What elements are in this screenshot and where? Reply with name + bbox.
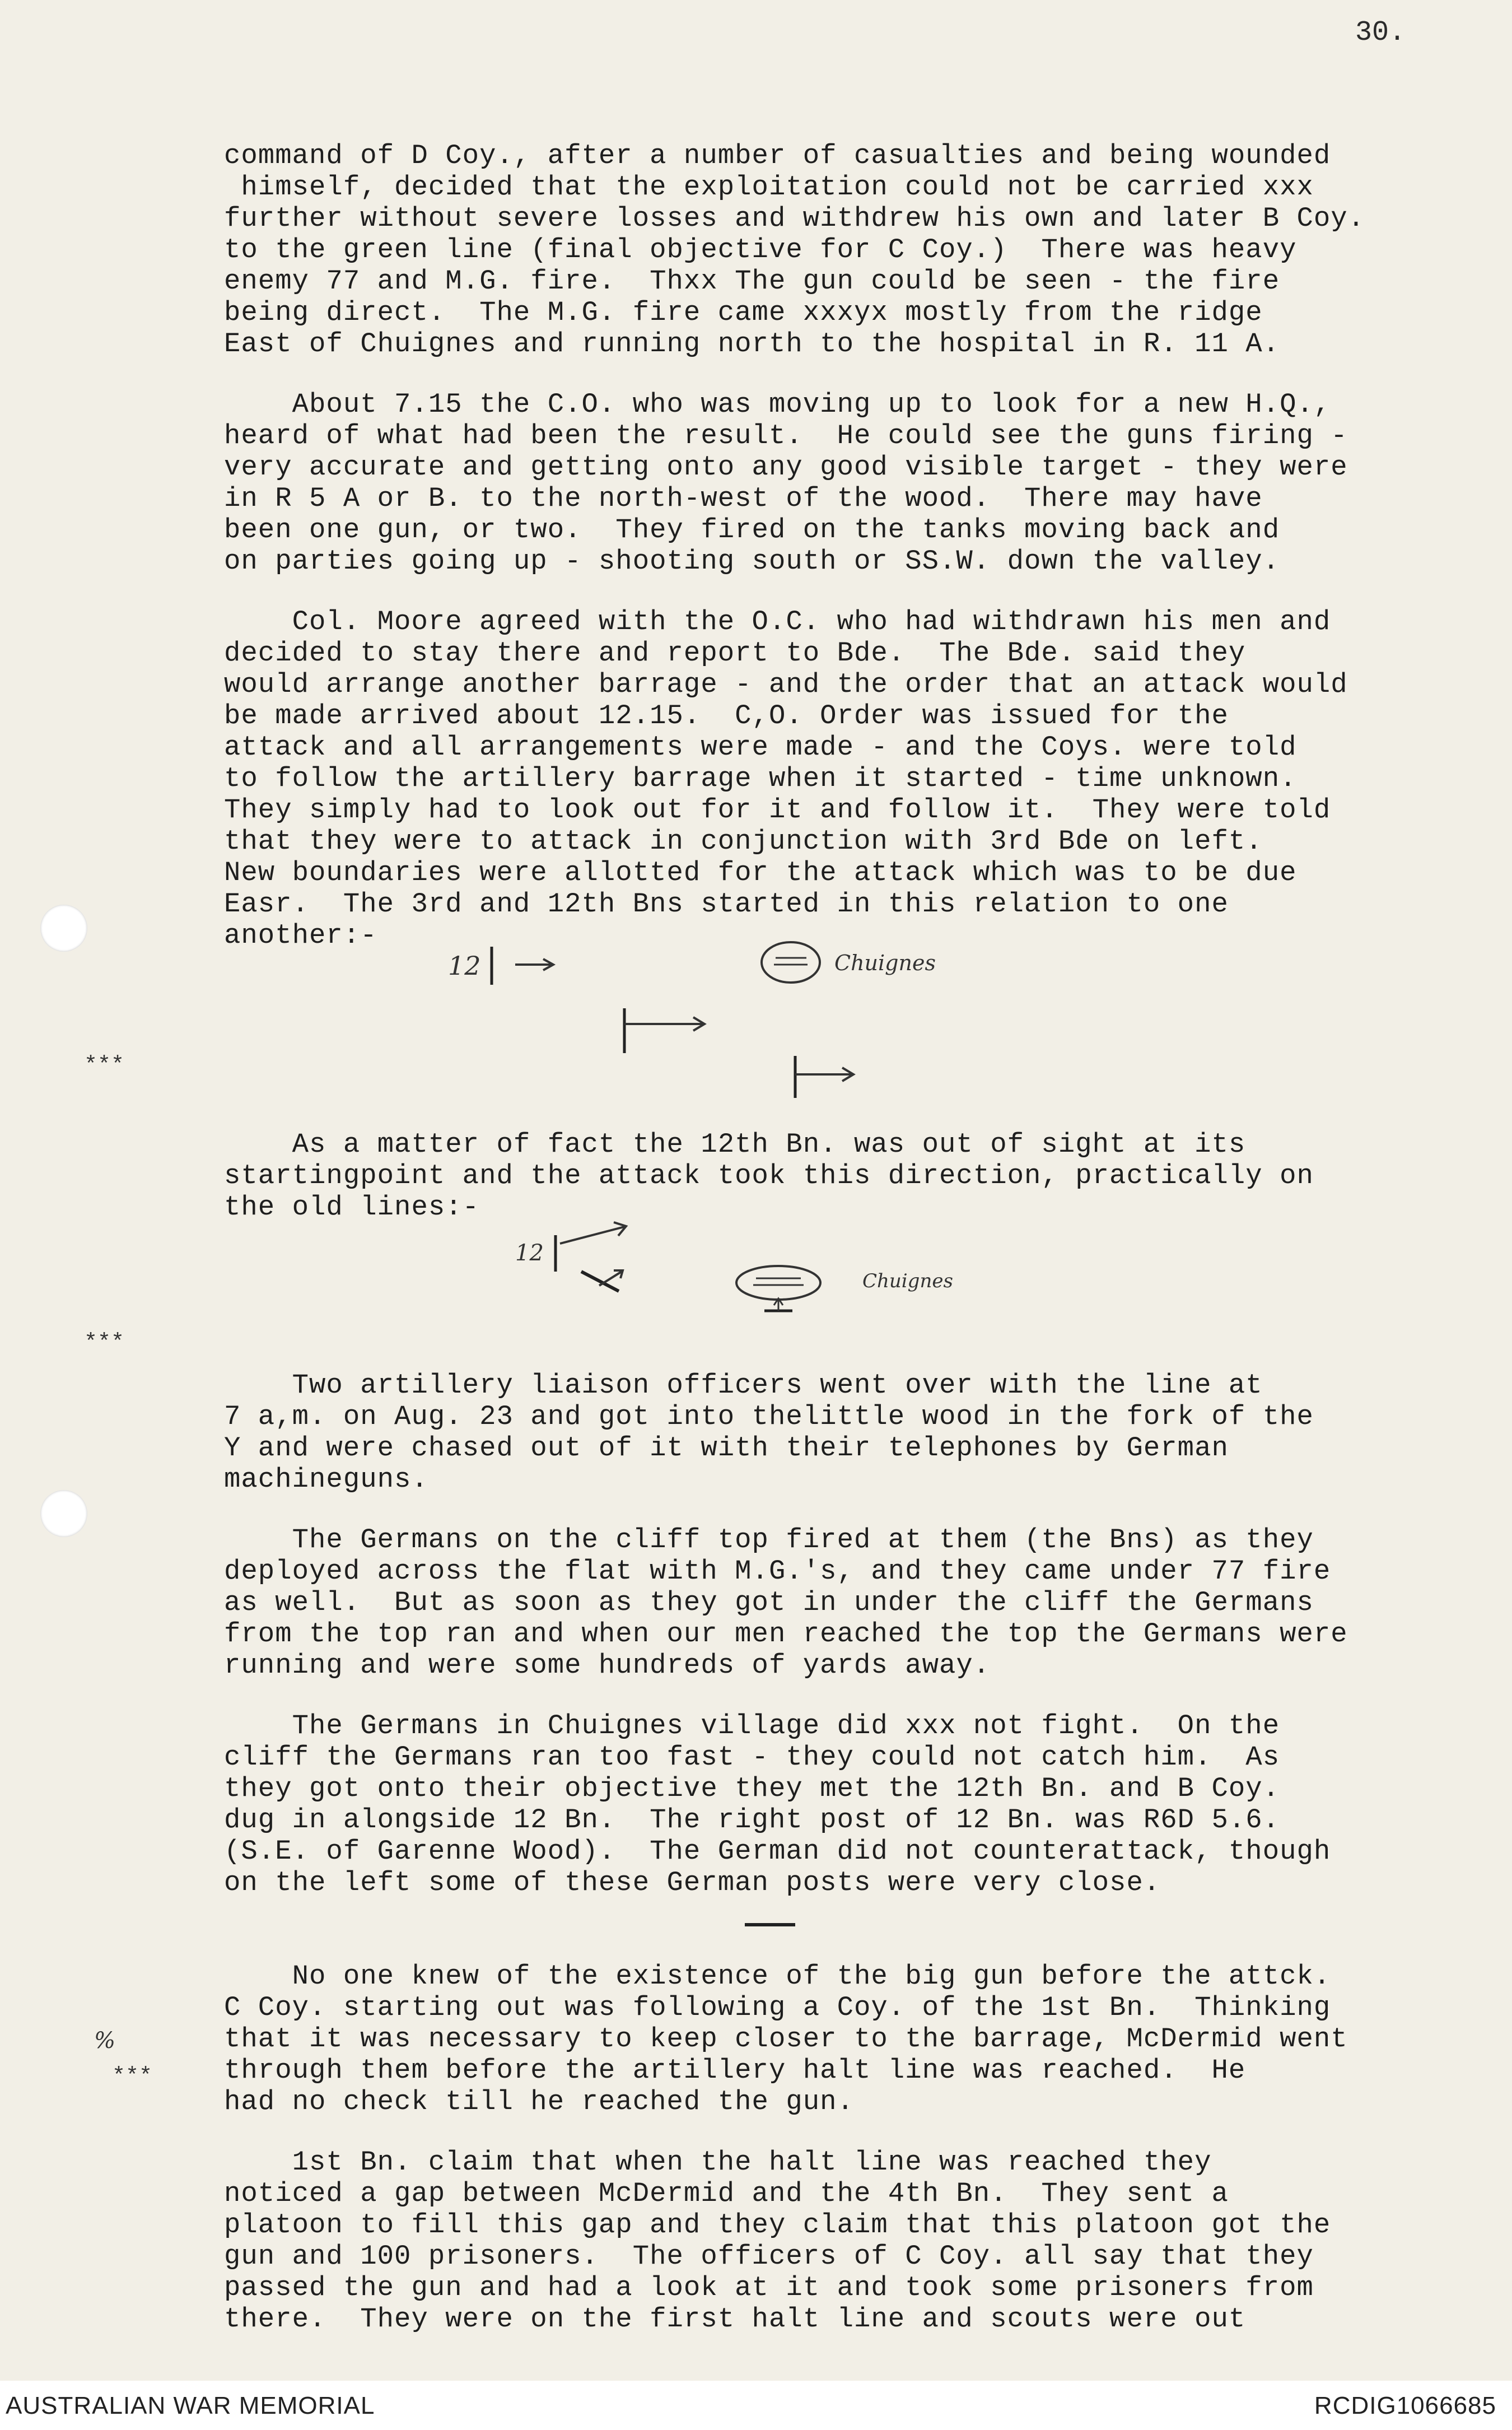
paragraph-7: No one knew of the existence of the big gun before the attck. C Coy. starting out was following a Coy. of the 1st Bn. Thinking that it was necessary to keep closer to the barrage, McDermid went through them before the artillery halt line was reached. He had no check till he reached the gun. <box>224 1961 1348 2117</box>
sketch2-wood <box>736 1266 820 1300</box>
paragraph-2: About 7.15 the C.O. who was moving up to look for a new H.Q., heard of what had been the result. He could see the guns firing - very accurate and getting onto any good visible target - they were in R 5 A or B. to the north-west of the wood. There may have been one gun, or two. They fired on the tanks moving back and on parties going up - shooting south or SS.W. down the valley. <box>224 389 1348 577</box>
sketch1-label-12: 12 <box>448 951 481 981</box>
margin-stars-2: *** <box>84 1330 125 1356</box>
paragraph-8: 1st Bn. claim that when the halt line was reached they noticed a gap between McDermid and the 4th Bn. They sent a platoon to fill this gap and they claim that this platoon got the gun and 100 prisoners. The officers of C Coy. all say that they passed the gun and had a look at it and took some prisoners from there. They were on the first halt line and scouts were out <box>224 2147 1331 2335</box>
sketch2-label-chuignes: Chuignes <box>862 1270 953 1292</box>
punch-hole-lower <box>40 1490 87 1537</box>
sketch2-label-12: 12 <box>515 1240 544 1266</box>
body-text-top <box>224 140 1478 980</box>
section-separator <box>745 1923 795 1926</box>
paragraph-fact: As a matter of fact the 12th Bn. was out of sight at its startingpoint and the attack took this direction, practically on the old lines:- <box>224 1129 1314 1223</box>
margin-percent: % <box>94 2028 116 2054</box>
sketch-planned-attack <box>426 930 1042 1115</box>
sketch1-label-chuignes: Chuignes <box>834 951 936 975</box>
paragraph-4: Two artillery liaison officers went over with the line at 7 a,m. on Aug. 23 and got into thelittle wood in the fork of the Y and were chased out of it with their telephones by German machineguns. <box>224 1370 1314 1495</box>
archive-footer <box>0 2381 1512 2430</box>
paragraph-5: The Germans on the cliff top fired at them (the Bns) as they deployed across the flat with M.G.'s, and they came under 77 fire as well. But as soon as they got in under the cliff the Germans from the top ran and when our men reached the top the Germans were running and were some hundreds of yards away. <box>224 1524 1348 1681</box>
margin-stars-3: *** <box>112 2064 153 2089</box>
page-number: 30. <box>1355 17 1406 49</box>
body-text-middle <box>224 1370 1478 1928</box>
body-text-bottom <box>224 1961 1478 2364</box>
paragraph-6: The Germans in Chuignes village did xxx not fight. On the cliff the Germans ran too fast - they could not catch him. As they got onto their objective they met the 12th Bn. and B Coy. dug in alongside 12 Bn. The right post of 12 Bn. was R6D 5.6. (S.E. of Garenne Wood). The German did not counterattack, though on the left some of these German posts were very close. <box>224 1710 1331 1898</box>
footer-institution: AUSTRALIAN WAR MEMORIAL <box>6 2392 375 2419</box>
margin-stars-1: *** <box>84 1053 125 1078</box>
punch-hole-upper <box>40 905 87 952</box>
paragraph-1: command of D Coy., after a number of casualties and being wounded himself, decided that the exploitation could not be carried xxx further without severe losses and withdrew his own and later B Coy. to the green line (final objective for C Coy.) There was heavy enemy 77 and M.G. fire. Thxx The gun could be seen - the fire being direct. The M.G. fire came xxxyx mostly from the ridge East of Chuignes and running north to the hospital in R. 11 A. <box>224 140 1365 360</box>
sketch1-wood <box>762 942 820 983</box>
footer-record-id: RCDIG1066685 <box>1314 2392 1496 2419</box>
sketch-actual-attack <box>504 1216 1008 1344</box>
paragraph-3: Col. Moore agreed with the O.C. who had withdrawn his men and decided to stay there and report to Bde. The Bde. said they would arrange another barrage - and the order that an attack would be made arrived about 12.15. C,O. Order was issued for the attack and all arrangements were made - and the Coys. were told to follow the artillery barrage when it started - time unknown. They simply had to look out for it and follow it. They were told that they were to attack in conjunction with 3rd Bde on left. New boundaries were allotted for the attack which was to be due Easr. The 3rd and 12th Bns started in this relation to one another:- <box>224 606 1348 951</box>
